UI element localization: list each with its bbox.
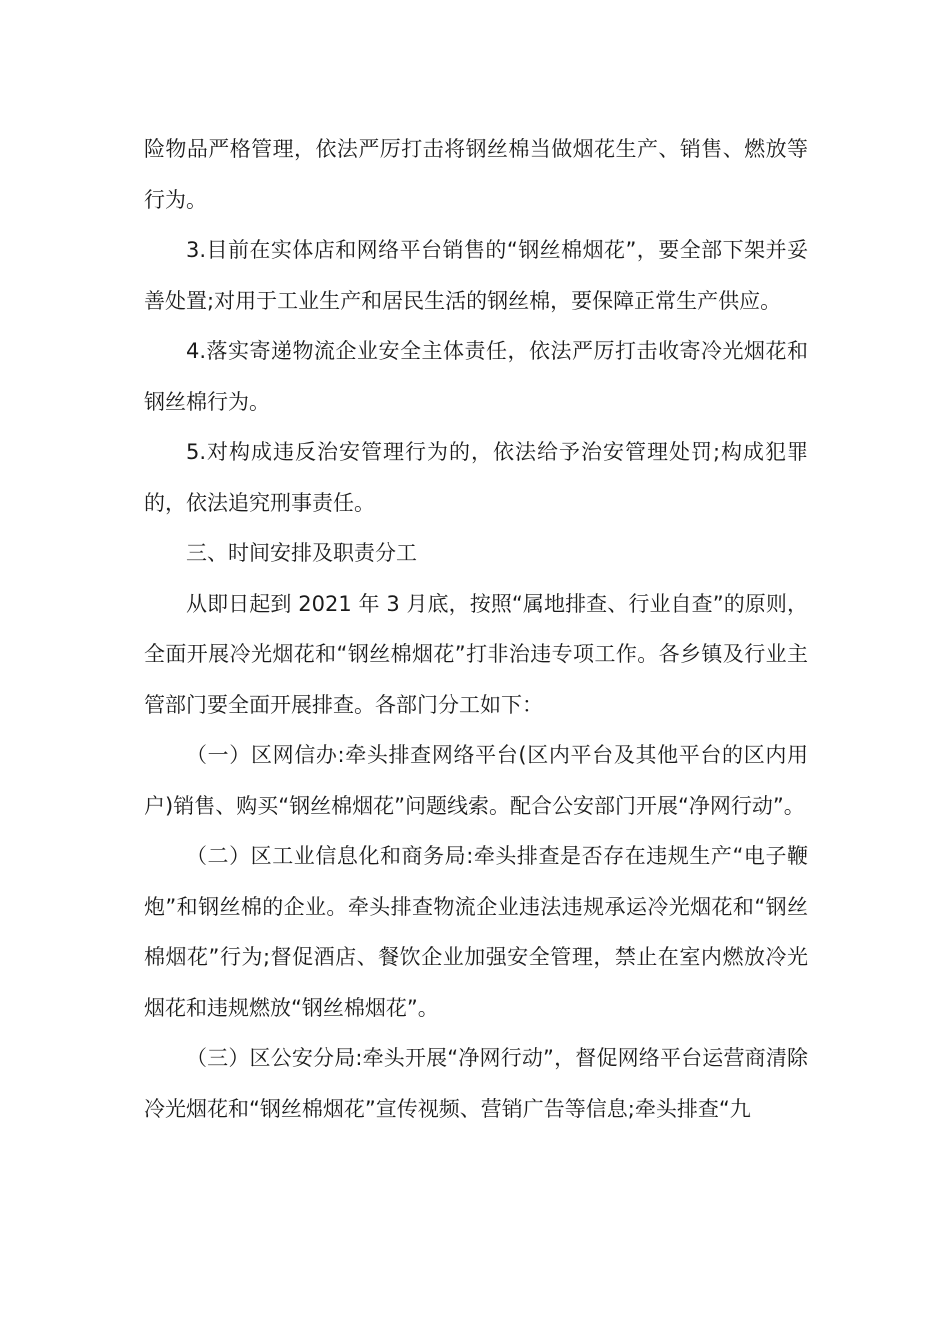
paragraph-schedule: 从即日起到 2021 年 3 月底，按照“属地排查、行业自查”的原则，全面开展冷光烟花和“钢丝棉烟花”打非治违专项工作。各乡镇及行业主管部门要全面开展排查。各部门分工如下： <box>144 591 808 717</box>
paragraph-item-5: 5.对构成违反治安管理行为的，依法给予治安管理处罚;构成犯罪的，依法追究刑事责任。 <box>144 440 808 515</box>
paragraph-division-1: （一）区网信办:牵头排查网络平台(区内平台及其他平台的区内用户)销售、购买“钢丝棉烟花”问题线索。配合公安部门开展“净网行动”。 <box>144 743 808 818</box>
paragraph-division-2: （二）区工业信息化和商务局:牵头排查是否存在违规生产“电子鞭炮”和钢丝棉的企业。牵头排查物流企业违法违规承运冷光烟花和“钢丝棉烟花”行为;督促酒店、餐饮企业加强安全管理，禁止在室内燃放冷光烟花和违规燃放“钢丝棉烟花”。 <box>144 844 808 1020</box>
section-heading-schedule: 三、时间安排及职责分工 <box>186 541 417 565</box>
paragraph-hazard-management: 险物品严格管理，依法严厉打击将钢丝棉当做烟花生产、销售、燃放等行为。 <box>144 137 808 212</box>
paragraph-division-3: （三）区公安分局:牵头开展“净网行动”，督促网络平台运营商清除冷光烟花和“钢丝棉烟花”宣传视频、营销广告等信息;牵头排查“九 <box>144 1046 808 1121</box>
paragraph-item-3: 3.目前在实体店和网络平台销售的“钢丝棉烟花”，要全部下架并妥善处置;对用于工业生产和居民生活的钢丝棉，要保障正常生产供应。 <box>144 238 808 313</box>
paragraph-item-4: 4.落实寄递物流企业安全主体责任，依法严厉打击收寄冷光烟花和钢丝棉行为。 <box>144 339 808 414</box>
document-body <box>144 124 808 1134</box>
